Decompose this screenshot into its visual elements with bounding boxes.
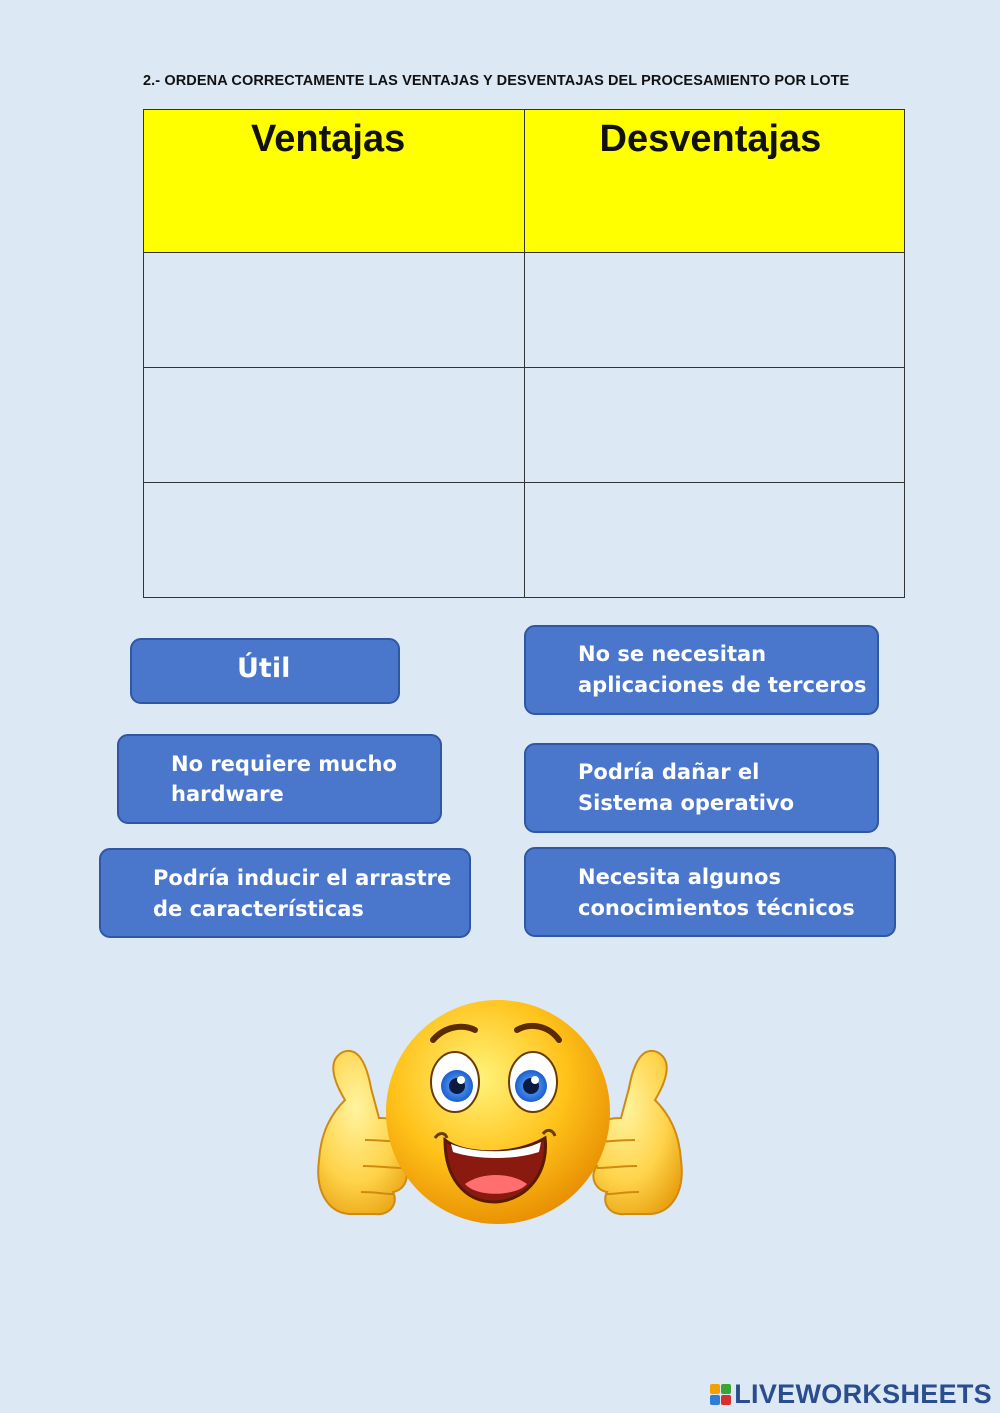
card-text-line1: Podría dañar el [578, 760, 760, 784]
drop-cell-ventajas-2[interactable] [144, 368, 525, 483]
card-text-line1: Útil [237, 653, 291, 684]
card-text-line2: hardware [171, 782, 284, 806]
logo-mark-icon [710, 1384, 731, 1405]
table-row [144, 368, 905, 483]
draggable-card-no-se-necesitan[interactable] [524, 625, 879, 715]
drop-cell-ventajas-3[interactable] [144, 483, 525, 598]
card-text-line2: aplicaciones de terceros [578, 673, 867, 697]
card-text-line1: No requiere mucho [171, 752, 397, 776]
table-header-row [144, 110, 905, 253]
card-text-line2: conocimientos técnicos [578, 896, 855, 920]
thumbs-up-smiley-icon [305, 1000, 695, 1260]
header-desventajas: Desventajas [524, 110, 905, 253]
draggable-card-no-requiere-hardware[interactable] [117, 734, 442, 824]
card-text-line2: Sistema operativo [578, 791, 795, 815]
card-text-line1: Podría inducir el arrastre [153, 866, 452, 890]
table-row [144, 253, 905, 368]
card-text-line1: Necesita algunos [578, 865, 781, 889]
drop-cell-desventajas-1[interactable] [524, 253, 905, 368]
card-text-line1: No se necesitan [578, 642, 767, 666]
logo-text: LIVEWORKSHEETS [734, 1379, 992, 1409]
draggable-card-util[interactable] [130, 638, 400, 704]
instruction-text: 2.- ORDENA CORRECTAMENTE LAS VENTAJAS Y DESVENTAJAS DEL PROCESAMIENTO POR LOTE [143, 73, 850, 89]
draggable-card-podria-danar[interactable] [524, 743, 879, 833]
draggable-card-conocimientos[interactable] [524, 847, 896, 937]
card-text-line2: de características [153, 897, 364, 921]
header-ventajas: Ventajas [144, 110, 525, 253]
drop-cell-desventajas-2[interactable] [524, 368, 905, 483]
drop-cell-desventajas-3[interactable] [524, 483, 905, 598]
sorting-table [143, 109, 905, 598]
liveworksheets-logo [710, 1379, 992, 1410]
draggable-card-arrastre[interactable] [99, 848, 471, 938]
table-row [144, 483, 905, 598]
drop-cell-ventajas-1[interactable] [144, 253, 525, 368]
